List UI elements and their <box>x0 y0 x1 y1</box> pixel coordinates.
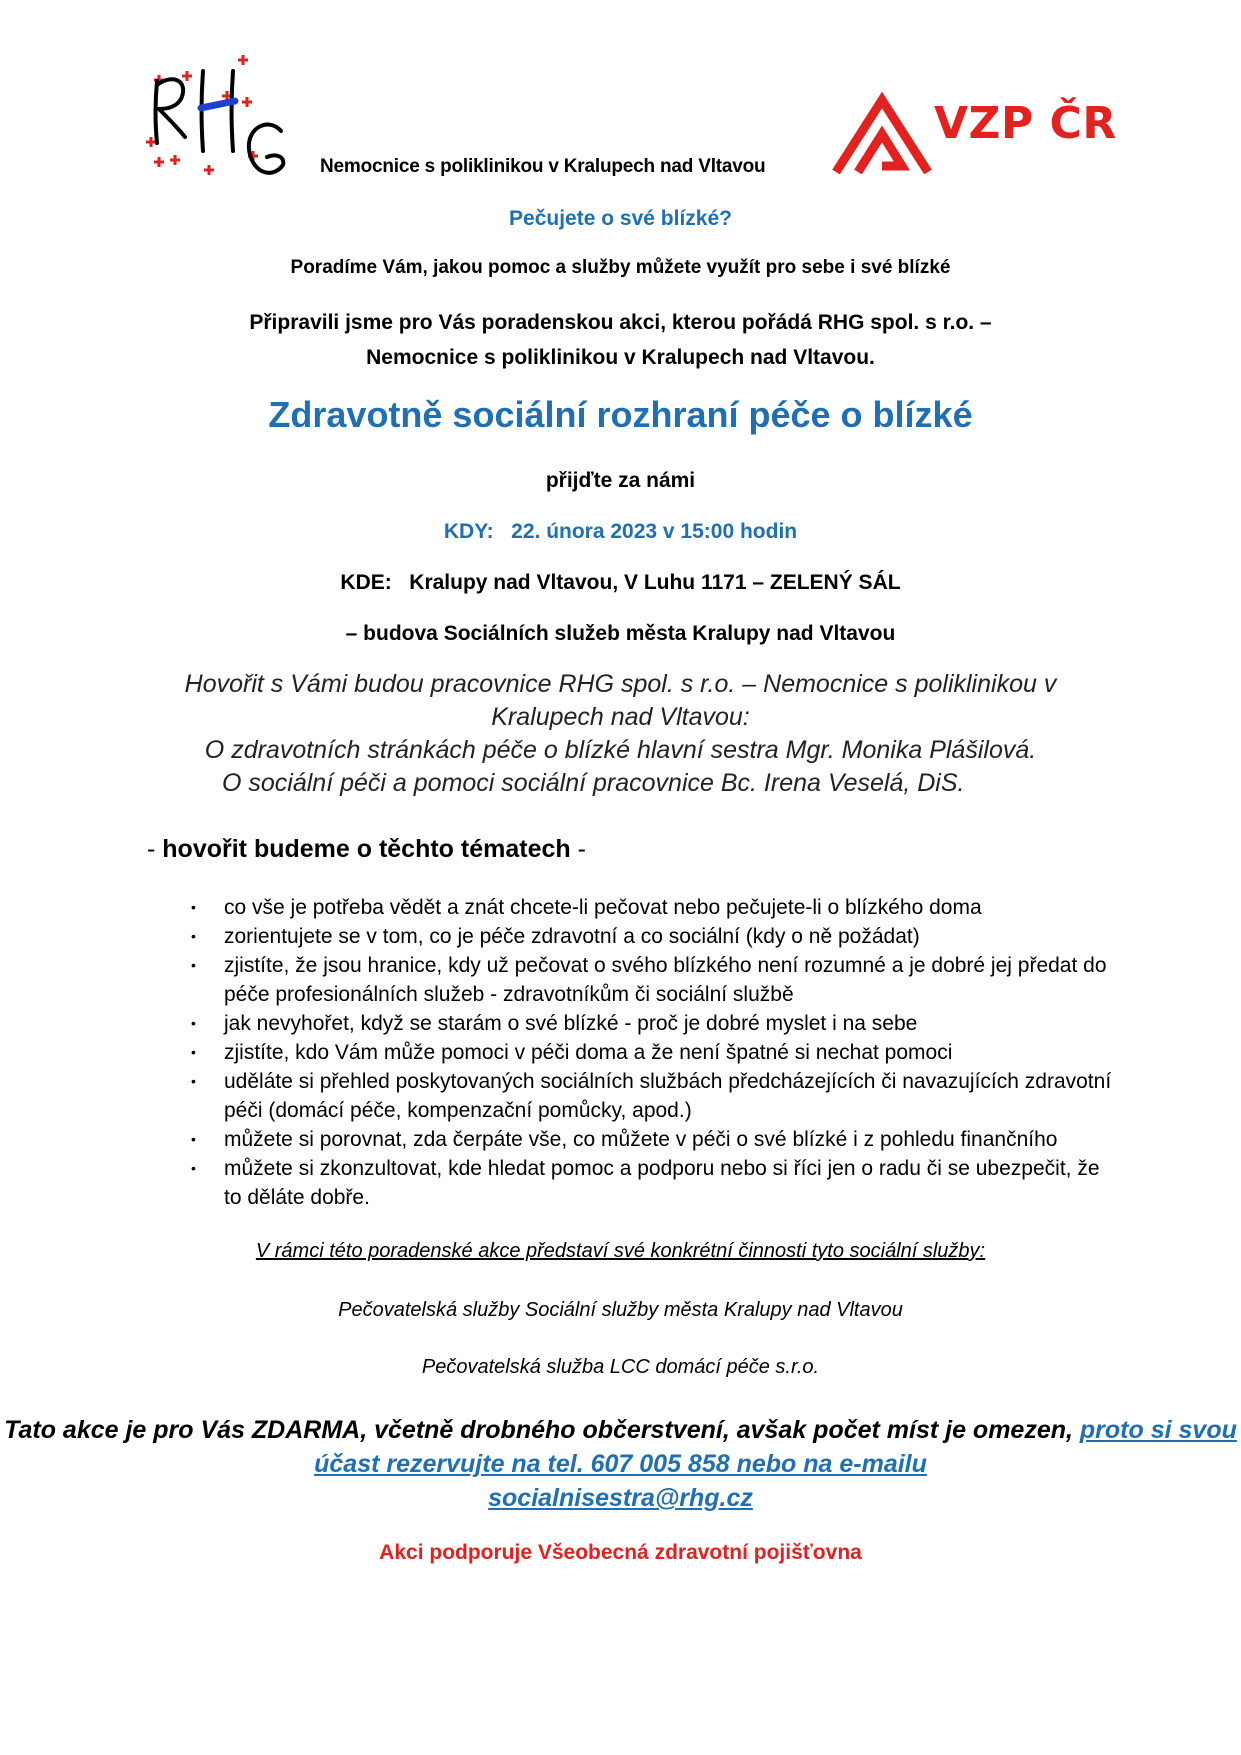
reserve-link[interactable]: proto si svou účast rezervujte na tel. 607 005 858 nebo na e-mailu <box>314 1416 1237 1478</box>
list-item <box>163 1038 1113 1067</box>
list-item-text: zorientujete se v tom, co je péče zdravotní a co sociální (kdy o ně požádat) <box>224 925 920 948</box>
prepared-paragraph <box>0 305 1241 375</box>
event-when <box>0 520 1241 544</box>
when-value: 22. února 2023 v 15:00 hodin <box>511 520 798 543</box>
vzp-mark-icon <box>832 92 932 174</box>
question-heading: Pečujete o své blízké? <box>509 207 732 230</box>
services-intro-text: V rámci této poradenské akce představí své konkrétní činnosti tyto sociální služby: <box>255 1240 986 1262</box>
speakers-block <box>0 668 1241 800</box>
topics-dash-right: - <box>570 835 586 863</box>
list-item <box>163 922 1113 951</box>
list-item-text: zjistíte, že jsou hranice, kdy už pečovat o svého blízkého není rozumné a je dobré jej předat do péče profesionálních služeb - zdravotníkům či sociální službě <box>224 954 1107 1006</box>
topics-list <box>163 893 1113 1212</box>
list-item <box>163 1125 1113 1154</box>
bullet-icon: • <box>191 957 196 973</box>
bullet-icon: • <box>191 1160 196 1176</box>
bullet-icon: • <box>191 1015 196 1031</box>
list-item-text: zjistíte, kdo Vám může pomoci v péči doma a že není špatné si nechat pomoci <box>224 1041 953 1064</box>
vzp-logo-text: VZP ČR <box>934 98 1117 149</box>
where-label: KDE: <box>340 571 392 594</box>
where-value: Kralupy nad Vltavou, V Luhu 1171 – ZELENÝ SÁL <box>409 571 901 594</box>
bullet-icon: • <box>191 899 196 915</box>
bullet-icon: • <box>191 1073 196 1089</box>
come-line: přijďte za námi <box>545 469 696 492</box>
list-item <box>163 951 1113 1009</box>
bullet-icon: • <box>191 1131 196 1147</box>
list-item-text: jak nevyhořet, když se starám o své blízké - proč je dobré myslet i na sebe <box>224 1012 918 1035</box>
free-text: Tato akce je pro Vás ZDARMA, včetně drobného občerstvení, avšak počet míst je omezen, <box>4 1416 1080 1444</box>
list-item <box>163 1154 1113 1212</box>
prepared-line-1: Připravili jsme pro Vás poradenskou akci, kterou pořádá RHG spol. s r.o. – <box>249 311 992 334</box>
list-item-text: co vše je potřeba vědět a znát chcete-li pečovat nebo pečujete-li o blízkého doma <box>224 896 982 919</box>
bullet-icon: • <box>191 1044 196 1060</box>
event-title: Zdravotně sociální rozhraní péče o blízké <box>268 394 973 435</box>
when-label: KDY: <box>443 520 494 543</box>
speakers-line-2: Kralupech nad Vltavou: <box>491 703 750 731</box>
topics-dash-left: - <box>147 835 163 863</box>
services-intro <box>0 1240 1241 1263</box>
service-1: Pečovatelská služby Sociální služby města Kralupy nad Vltavou <box>338 1299 903 1321</box>
support-line: Akci podporuje Všeobecná zdravotní pojišťovna <box>379 1541 862 1564</box>
topics-heading-text: hovořit budeme o těchto tématech <box>162 835 571 863</box>
list-item-text: můžete si zkonzultovat, kde hledat pomoc a podporu nebo si říci jen o radu či se ubezpečit, že to děláte dobře. <box>224 1157 1100 1209</box>
advice-line: Poradíme Vám, jakou pomoc a služby můžete využít pro sebe i své blízké <box>290 257 951 278</box>
topics-heading <box>147 835 586 864</box>
event-building: – budova Sociálních služeb města Kralupy nad Vltavou <box>345 622 896 645</box>
event-where <box>0 571 1241 595</box>
list-item-text: uděláte si přehled poskytovaných sociálních službách předcházejících či navazujících zdravotní péči (domácí péče, kompenzační pomůcky, apod.) <box>224 1070 1112 1122</box>
service-2: Pečovatelská služba LCC domácí péče s.r.o. <box>421 1356 820 1378</box>
org-name: Nemocnice s poliklinikou v Kralupech nad Vltavou <box>320 156 766 177</box>
vzp-logo <box>832 92 1117 174</box>
list-item <box>163 1067 1113 1125</box>
email-link[interactable]: socialnisestra@rhg.cz <box>488 1484 753 1512</box>
rhg-logo <box>143 53 301 208</box>
free-notice <box>0 1413 1241 1515</box>
bullet-icon: • <box>191 928 196 944</box>
list-item <box>163 893 1113 922</box>
prepared-line-2: Nemocnice s poliklinikou v Kralupech nad Vltavou. <box>366 346 875 369</box>
list-item-text: můžete si porovnat, zda čerpáte vše, co můžete v péči o své blízké i z pohledu finančního <box>224 1128 1058 1151</box>
speakers-line-3: O zdravotních stránkách péče o blízké hlavní sestra Mgr. Monika Plášilová. <box>204 736 1037 764</box>
list-item <box>163 1009 1113 1038</box>
speakers-line-4: O sociální péči a pomoci sociální pracovnice Bc. Irena Veselá, DiS. <box>222 769 965 797</box>
speakers-line-1: Hovořit s Vámi budou pracovnice RHG spol. s r.o. – Nemocnice s poliklinikou v <box>184 670 1057 698</box>
